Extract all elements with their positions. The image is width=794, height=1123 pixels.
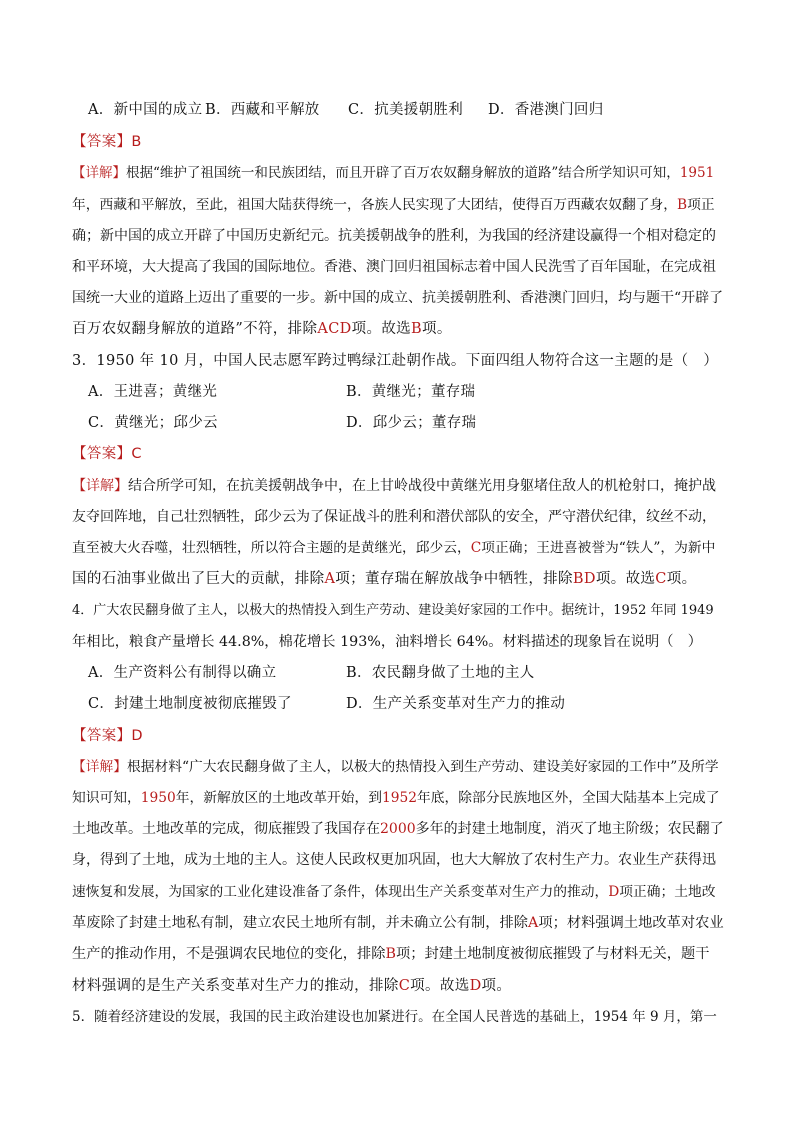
highlight: B: [411, 321, 423, 337]
detail-text: 结合所学可知，在抗美援朝战争中，在上甘岭战役中黄继光用身躯堵住敌人的机枪射口，掩护战: [128, 478, 716, 494]
q4-option-b: B．农民翻身做了土地的主人: [346, 665, 535, 681]
detail-tag: 【详解】: [72, 478, 128, 494]
highlight: BD: [572, 571, 596, 587]
q2-option-d: D．香港澳门回归: [488, 102, 604, 118]
q2-detail-line: [72, 319, 724, 339]
highlight: 1950: [140, 790, 176, 806]
detail-text: 项。故选: [351, 321, 412, 337]
q2-option-a: A．新中国的成立: [88, 102, 203, 118]
detail-text: 年底，除部分民族地区外，全国大陆基本上完成了: [417, 790, 720, 806]
q3-option-b: B．黄继光；董存瑞: [346, 384, 476, 400]
highlight: A: [324, 571, 336, 587]
q4-detail-line: 身，得到了土地，成为土地的主人。这使人民政权更加巩固，也大大解放了农村生产力。农业生产获得迅: [72, 852, 716, 868]
q4-option-a: A．生产资料公有制得以确立: [88, 665, 277, 681]
q4-detail-line: [72, 788, 724, 808]
detail-text: 项；材料强调土地改革对农业: [538, 915, 724, 931]
q5-stem: 5．随着经济建设的发展，我国的民主政治建设也加紧进行。在全国人民普选的基础上，1954 年 9 月，第一: [72, 1009, 717, 1025]
detail-text: 材料强调的是生产关系变革对生产力的推动，排除: [72, 978, 399, 994]
detail-text: 项；封建土地制度被彻底摧毁了与材料无关，题干: [396, 946, 710, 962]
detail-text: 项正: [687, 197, 715, 213]
highlight: B: [385, 946, 396, 962]
highlight: C: [470, 540, 482, 556]
detail-text: 多年的封建土地制度，消灭了地主阶级；农民翻了: [415, 821, 724, 837]
q4-detail-line: [72, 882, 724, 902]
detail-text: 项。: [481, 978, 512, 994]
q3-option-d: D．邱少云；董存瑞: [346, 415, 477, 431]
q4-detail-line: [72, 757, 724, 777]
q4-stem-line: 年相比，粮食产量增长 44.8%，棉花增长 193%，油料增长 64%。材料描述的现象旨在说明（ ）: [72, 634, 703, 650]
q3-option-a: A．王进喜；黄继光: [88, 384, 218, 400]
detail-text: 百万农奴翻身解放的道路”不符，排除: [72, 321, 318, 337]
q2-answer: [72, 132, 724, 152]
answer-letter: C: [131, 446, 142, 462]
highlight: D: [608, 884, 620, 900]
q4-stem-line: 4．广大农民翻身做了主人，以极大的热情投入到生产劳动、建设美好家园的工作中。据统计，1952 年同 1949: [72, 603, 714, 618]
q4-detail-line: [72, 944, 724, 964]
q3-detail-line: [72, 538, 724, 558]
detail-text: 项正确；王进喜被誉为“铁人”，为新中: [481, 540, 716, 556]
detail-text: 项。故选: [595, 571, 656, 587]
highlight: C: [655, 571, 667, 587]
q4-option-c: C．封建土地制度被彻底摧毁了: [88, 696, 292, 712]
detail-text: 年，新解放区的土地改革开始，到: [175, 790, 383, 806]
detail-text: 项正确；土地改: [619, 884, 716, 900]
detail-text: 根据“维护了祖国统一和民族团结，而且开辟了百万农奴翻身解放的道路”结合所学知识可知，: [126, 165, 680, 181]
answer-tag: 【答案】: [72, 134, 132, 150]
q4-option-d: D．生产关系变革对生产力的推动: [346, 696, 566, 712]
detail-tag: 【详解】: [72, 759, 128, 775]
answer-letter: B: [131, 134, 142, 150]
q3-detail-line: [72, 569, 724, 589]
q2-detail-line: 国统一大业的道路上迈出了重要的一步。新中国的成立、抗美援朝胜利、香港澳门回归，均与题干“开辟了: [72, 290, 724, 306]
highlight: ACD: [317, 321, 352, 337]
q4-detail-line: [72, 976, 724, 996]
detail-text: 革废除了封建土地私有制，建立农民土地所有制，并未确立公有制，排除: [72, 915, 529, 931]
q4-answer: [72, 726, 724, 746]
highlight: 1951: [679, 165, 715, 181]
q3-answer: [72, 444, 724, 464]
answer-tag: 【答案】: [72, 446, 132, 462]
q2-detail-line: [72, 163, 724, 183]
q3-detail-line: [72, 476, 724, 496]
detail-text: 速恢复和发展，为国家的工业化建设准备了条件，体现出生产关系变革对生产力的推动，: [72, 884, 609, 900]
q2-option-b: B．西藏和平解放: [205, 102, 320, 118]
detail-tag: 【详解】: [72, 165, 126, 181]
q2-option-c: C．抗美援朝胜利: [348, 102, 463, 118]
q3-stem: 3．1950 年 10 月，中国人民志愿军跨过鸭绿江赴朝作战。下面四组人物符合这一主题的是（ ）: [72, 353, 719, 369]
answer-letter: D: [131, 728, 143, 744]
q2-detail-line: 确；新中国的成立开辟了中国历史新纪元。抗美援朝战争的胜利，为我国的经济建设赢得一个相对稳定的: [72, 228, 716, 244]
detail-text: 项。: [666, 571, 697, 587]
detail-text: 项。: [422, 321, 452, 337]
detail-text: 土地改革。土地改革的完成，彻底摧毁了我国存在: [72, 821, 380, 837]
detail-text: 根据材料“广大农民翻身做了主人，以极大的热情投入到生产劳动、建设美好家园的工作中”及所学: [127, 759, 719, 775]
highlight: 1952: [382, 790, 418, 806]
highlight: 2000: [380, 821, 416, 837]
q4-detail-line: [72, 913, 724, 933]
detail-text: 项。故选: [410, 978, 470, 994]
answer-tag: 【答案】: [72, 728, 132, 744]
highlight: C: [398, 978, 411, 994]
q3-option-c: C．黄继光；邱少云: [88, 415, 218, 431]
detail-text: 知识可知，: [72, 790, 141, 806]
detail-text: 项；董存瑞在解放战争中牺牲，排除: [335, 571, 573, 587]
q2-detail-line: [72, 195, 724, 215]
detail-text: 国的石油事业做出了巨大的贡献，排除: [72, 571, 325, 587]
detail-text: 年，西藏和平解放，至此，祖国大陆获得统一，各族人民实现了大团结，使得百万西藏农奴翻了身，: [72, 197, 678, 213]
highlight: D: [469, 978, 482, 994]
highlight: B: [677, 197, 688, 213]
detail-text: 生产的推动作用，不是强调农民地位的变化，排除: [72, 946, 386, 962]
q3-detail-line: 友夺回阵地，自己壮烈牺牲，邱少云为了保证战斗的胜利和潜伏部队的安全，严守潜伏纪律，纹丝不动，: [72, 509, 716, 525]
detail-text: 直至被大火吞噬，壮烈牺牲，所以符合主题的是黄继光，邱少云，: [72, 540, 471, 556]
highlight: A: [528, 915, 539, 931]
q4-detail-line: [72, 819, 724, 839]
q2-detail-line: 和平环境，大大提高了我国的国际地位。香港、澳门回归祖国标志着中国人民洗雪了百年国耻，在完成祖: [72, 259, 716, 275]
